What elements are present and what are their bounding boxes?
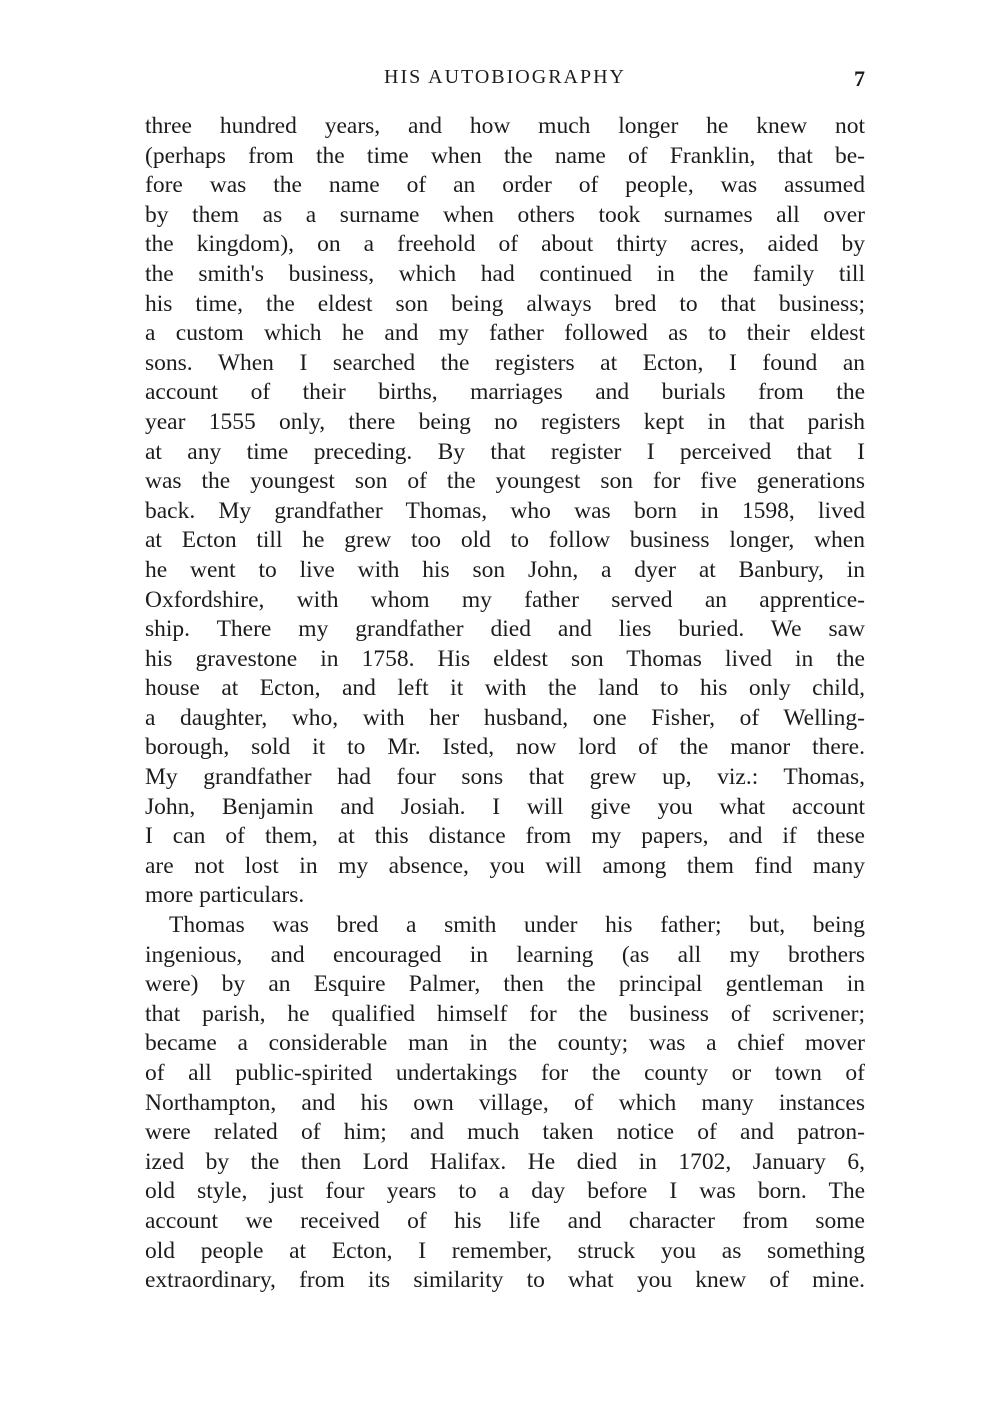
text-line: the kingdom), on a freehold of about thirty acres, aided by bbox=[145, 231, 865, 258]
text-line: at any time preceding. By that register I perceived that I bbox=[145, 438, 865, 465]
running-title: HIS AUTOBIOGRAPHY bbox=[384, 66, 626, 88]
text-line: ized by the then Lord Halifax. He died in 1702, January 6, bbox=[145, 1148, 865, 1175]
text-line: Thomas was bred a smith under his father; but, being bbox=[169, 912, 865, 939]
text-line: more particulars. bbox=[145, 882, 305, 909]
running-head bbox=[145, 62, 865, 94]
text-line: of all public-spirited undertakings for the county or town of bbox=[145, 1060, 865, 1086]
text-line: he went to live with his son John, a dyer at Banbury, in bbox=[145, 556, 865, 583]
text-line: ship. There my grandfather died and lies buried. We saw bbox=[145, 616, 865, 643]
paragraph-2 bbox=[145, 911, 865, 1296]
text-line: at Ecton till he grew too old to follow business longer, when bbox=[145, 527, 865, 554]
text-line: My grandfather had four sons that grew up, viz.: Thomas, bbox=[145, 764, 865, 791]
text-line: sons. When I searched the registers at Ecton, I found an bbox=[145, 349, 865, 376]
text-line: account of their births, marriages and burials from the bbox=[145, 379, 865, 406]
text-line: old people at Ecton, I remember, struck you as something bbox=[145, 1237, 865, 1264]
text-line: house at Ecton, and left it with the land to his only child, bbox=[145, 675, 865, 702]
text-line: by them as a surname when others took surnames all over bbox=[145, 201, 865, 228]
text-line: old style, just four years to a day before I was born. The bbox=[145, 1178, 865, 1205]
page-number: 7 bbox=[854, 66, 865, 91]
text-line: John, Benjamin and Josiah. I will give you what account bbox=[145, 793, 865, 820]
text-line: ingenious, and encouraged in learning (as all my brothers bbox=[145, 941, 865, 968]
text-line: fore was the name of an order of people, was assumed bbox=[145, 172, 865, 199]
text-line: account we received of his life and character from some bbox=[145, 1207, 865, 1234]
text-line: year 1555 only, there being no registers kept in that parish bbox=[145, 408, 865, 435]
text-line: became a considerable man in the county; was a chief mover bbox=[145, 1030, 865, 1057]
text-line: back. My grandfather Thomas, who was born in 1598, lived bbox=[145, 497, 865, 524]
text-line: (perhaps from the time when the name of Franklin, that be- bbox=[145, 142, 865, 169]
text-line: borough, sold it to Mr. Isted, now lord of the manor there. bbox=[145, 734, 865, 761]
text-line: Northampton, and his own village, of which many instances bbox=[145, 1089, 865, 1116]
text-line: a custom which he and my father followed as to their eldest bbox=[145, 320, 865, 347]
text-line: were) by an Esquire Palmer, then the principal gentleman in bbox=[145, 971, 865, 998]
body-text bbox=[145, 112, 865, 1296]
text-line: extraordinary, from its similarity to what you knew of mine. bbox=[145, 1267, 865, 1294]
text-line: the smith's business, which had continued in the family till bbox=[145, 260, 865, 287]
text-line: his time, the eldest son being always bred to that business; bbox=[145, 290, 865, 317]
text-line: are not lost in my absence, you will among them find many bbox=[145, 852, 865, 879]
text-line: was the youngest son of the youngest son for five generations bbox=[145, 468, 865, 495]
text-line: three hundred years, and how much longer he knew not bbox=[145, 113, 865, 139]
text-line: Oxfordshire, with whom my father served an apprentice- bbox=[145, 586, 865, 613]
text-line: I can of them, at this distance from my papers, and if these bbox=[145, 823, 865, 850]
text-line: his gravestone in 1758. His eldest son Thomas lived in the bbox=[145, 645, 865, 672]
text-line: that parish, he qualified himself for the business of scrivener; bbox=[145, 1000, 865, 1027]
text-line: a daughter, who, with her husband, one Fisher, of Welling- bbox=[145, 704, 865, 731]
text-line: were related of him; and much taken notice of and patron- bbox=[145, 1119, 865, 1146]
paragraph-1 bbox=[145, 112, 865, 911]
